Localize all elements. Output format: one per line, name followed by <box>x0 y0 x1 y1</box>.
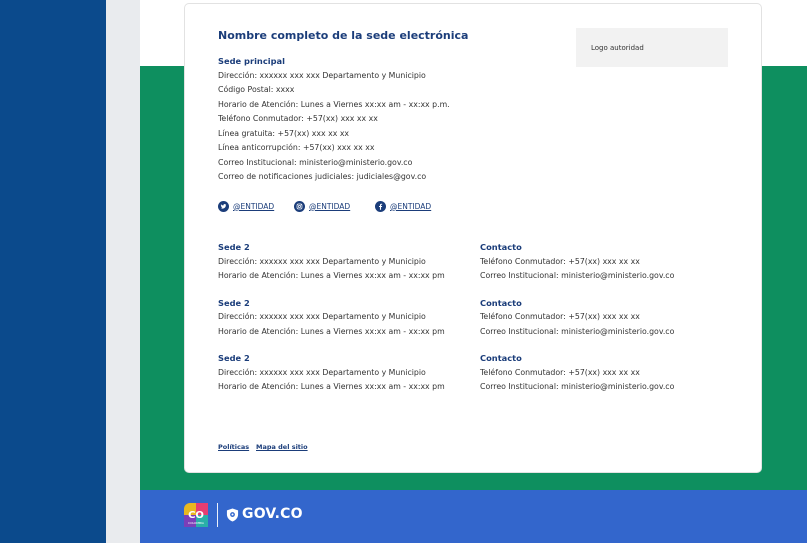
main-office-hours: Horario de Atención: Lunes a Viernes xx:xx am - xx:xx p.m. <box>218 100 450 109</box>
branch-contact-heading: Contacto <box>480 353 522 363</box>
branch-phone: Teléfono Conmutador: +57(xx) xxx xx xx <box>480 368 640 377</box>
social-twitter[interactable] <box>218 200 274 212</box>
side-gray-strip <box>106 0 140 543</box>
colombia-co-logo[interactable] <box>184 503 208 527</box>
branch-address: Dirección: xxxxxx xxx xxx Departamento y Municipio <box>218 368 426 377</box>
main-office-toll-free: Línea gratuita: +57(xx) xxx xx xx <box>218 129 350 138</box>
branch-phone: Teléfono Conmutador: +57(xx) xxx xx xx <box>480 257 640 266</box>
govbar-separator <box>217 503 218 527</box>
branch-hours: Horario de Atención: Lunes a Viernes xx:xx am - xx:xx pm <box>218 327 445 336</box>
instagram-icon <box>294 201 305 212</box>
social-twitter-link[interactable]: @ENTIDAD <box>233 201 275 211</box>
main-office-judicial-email: Correo de notificaciones judiciales: judiciales@gov.co <box>218 172 427 181</box>
sitemap-link[interactable]: Mapa del sitio <box>256 443 308 451</box>
branch-email: Correo Institucional: ministerio@ministerio.gov.co <box>480 271 675 280</box>
main-office-anticorruption-line: Línea anticorrupción: +57(xx) xxx xx xx <box>218 143 375 152</box>
main-office-address: Dirección: xxxxxx xxx xxx Departamento y Municipio <box>218 71 426 80</box>
main-office-phone: Teléfono Conmutador: +57(xx) xxx xx xx <box>218 114 378 123</box>
policies-link[interactable]: Políticas <box>218 443 250 451</box>
branch-heading: Sede 2 <box>218 353 250 363</box>
branch-hours: Horario de Atención: Lunes a Viernes xx:xx am - xx:xx pm <box>218 271 445 280</box>
main-office-email: Correo Institucional: ministerio@ministerio.gov.co <box>218 158 413 167</box>
branch-contact-heading: Contacto <box>480 298 522 308</box>
co-logo-text: CO <box>188 510 204 521</box>
social-instagram-link[interactable]: @ENTIDAD <box>309 201 351 211</box>
main-office-heading: Sede principal <box>218 56 285 66</box>
twitter-icon <box>218 201 229 212</box>
govco-shield-icon <box>226 508 239 522</box>
facebook-icon <box>375 201 386 212</box>
main-office-postal-code: Código Postal: xxxx <box>218 85 295 94</box>
branch-heading: Sede 2 <box>218 242 250 252</box>
social-instagram[interactable] <box>294 200 350 212</box>
site-full-name-title: Nombre completo de la sede electrónica <box>218 29 469 42</box>
social-facebook-link[interactable]: @ENTIDAD <box>390 201 432 211</box>
branch-hours: Horario de Atención: Lunes a Viernes xx:xx am - xx:xx pm <box>218 382 445 391</box>
govco-brand-link[interactable]: GOV.CO <box>242 506 303 522</box>
co-logo-subtext: COLOMBIA <box>188 521 204 525</box>
branch-contact-heading: Contacto <box>480 242 522 252</box>
branch-address: Dirección: xxxxxx xxx xxx Departamento y Municipio <box>218 257 426 266</box>
social-facebook[interactable] <box>375 200 431 212</box>
authority-logo-placeholder <box>576 28 728 67</box>
authority-logo-label: Logo autoridad <box>591 44 644 52</box>
govco-footer-bar <box>140 490 807 543</box>
branch-phone: Teléfono Conmutador: +57(xx) xxx xx xx <box>480 312 640 321</box>
left-background-band <box>0 0 106 543</box>
branch-heading: Sede 2 <box>218 298 250 308</box>
footer-info-card <box>185 4 761 472</box>
branch-email: Correo Institucional: ministerio@ministerio.gov.co <box>480 382 675 391</box>
branch-address: Dirección: xxxxxx xxx xxx Departamento y Municipio <box>218 312 426 321</box>
branch-email: Correo Institucional: ministerio@ministerio.gov.co <box>480 327 675 336</box>
